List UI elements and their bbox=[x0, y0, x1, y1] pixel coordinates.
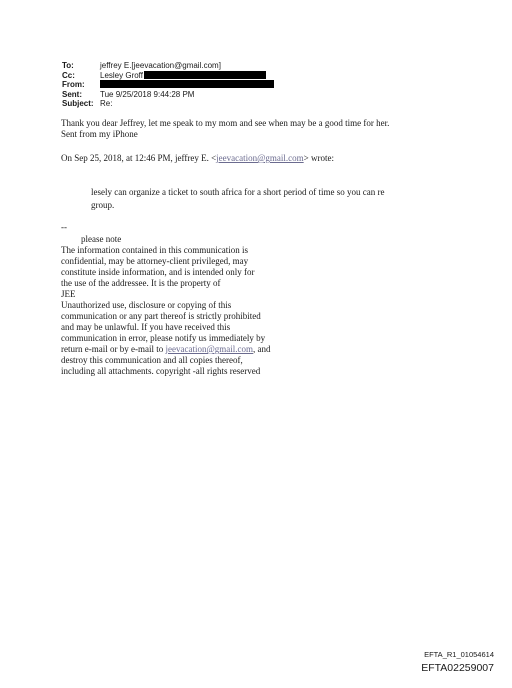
disclaimer-line: Unauthorized use, disclosure or copying of this bbox=[61, 300, 232, 310]
message-line-1: Thank you dear Jeffrey, let me speak to my mom and see when may be a good time for her. bbox=[61, 118, 390, 128]
notify-suffix: , and bbox=[252, 344, 271, 354]
signature-dashes: -- bbox=[61, 222, 67, 232]
disclaimer-line: and may be unlawful. If you have received this bbox=[61, 322, 231, 332]
message-line-2: Sent from my iPhone bbox=[61, 129, 138, 139]
quote-intro-email-link[interactable]: jeevacation@gmail.com bbox=[216, 153, 304, 163]
disclaimer-line: destroy this communication and all copies thereof, bbox=[61, 355, 243, 365]
cc-redaction bbox=[144, 71, 266, 79]
quote-intro bbox=[61, 153, 334, 164]
signature-note: please note bbox=[81, 234, 122, 244]
disclaimer-notify-line bbox=[61, 344, 270, 355]
disclaimer-line: including all attachments. copyright -all rights reserved bbox=[61, 366, 261, 376]
subject-value: Re: bbox=[100, 99, 113, 108]
cc-label: Cc: bbox=[62, 70, 75, 80]
from-label: From: bbox=[62, 80, 85, 89]
sent-label: Sent: bbox=[62, 89, 82, 99]
disclaimer-line: JEE bbox=[61, 289, 76, 299]
notify-email-link[interactable]: jeevacation@gmail.com bbox=[165, 344, 253, 354]
quote-intro-prefix: On Sep 25, 2018, at 12:46 PM, jeffrey E. < bbox=[61, 153, 217, 163]
disclaimer-line: communication or any part thereof is strictly prohibited bbox=[61, 311, 261, 321]
subject-label: Subject: bbox=[62, 99, 94, 108]
disclaimer-line: The information contained in this communication is bbox=[61, 245, 248, 255]
disclaimer-line: constitute inside information, and is intended only for bbox=[61, 267, 255, 277]
footer-id-1: EFTA_R1_01054614 bbox=[424, 650, 494, 659]
notify-prefix: return e-mail or by e-mail to bbox=[61, 344, 166, 354]
quote-intro-suffix: > wrote: bbox=[303, 153, 334, 163]
cc-value: Lesley Groff bbox=[100, 70, 143, 80]
quoted-line-1: lesely can organize a ticket to south africa for a short period of time so you can re bbox=[91, 187, 385, 197]
quoted-line-2: group. bbox=[91, 200, 115, 210]
sent-value: Tue 9/25/2018 9:44:28 PM bbox=[100, 89, 195, 99]
from-value-wrap bbox=[100, 80, 274, 90]
from-redaction bbox=[100, 80, 274, 88]
disclaimer-line: communication in error, please notify us immediately by bbox=[61, 333, 266, 343]
to-label: To: bbox=[62, 61, 74, 70]
footer-id-2: EFTA02259007 bbox=[421, 662, 494, 674]
cc-value-wrap bbox=[100, 71, 266, 81]
disclaimer-line: confidential, may be attorney-client privileged, may bbox=[61, 256, 249, 266]
to-value: jeffrey E.[jeevacation@gmail.com] bbox=[100, 61, 221, 70]
disclaimer-line: the use of the addressee. It is the property of bbox=[61, 278, 221, 288]
